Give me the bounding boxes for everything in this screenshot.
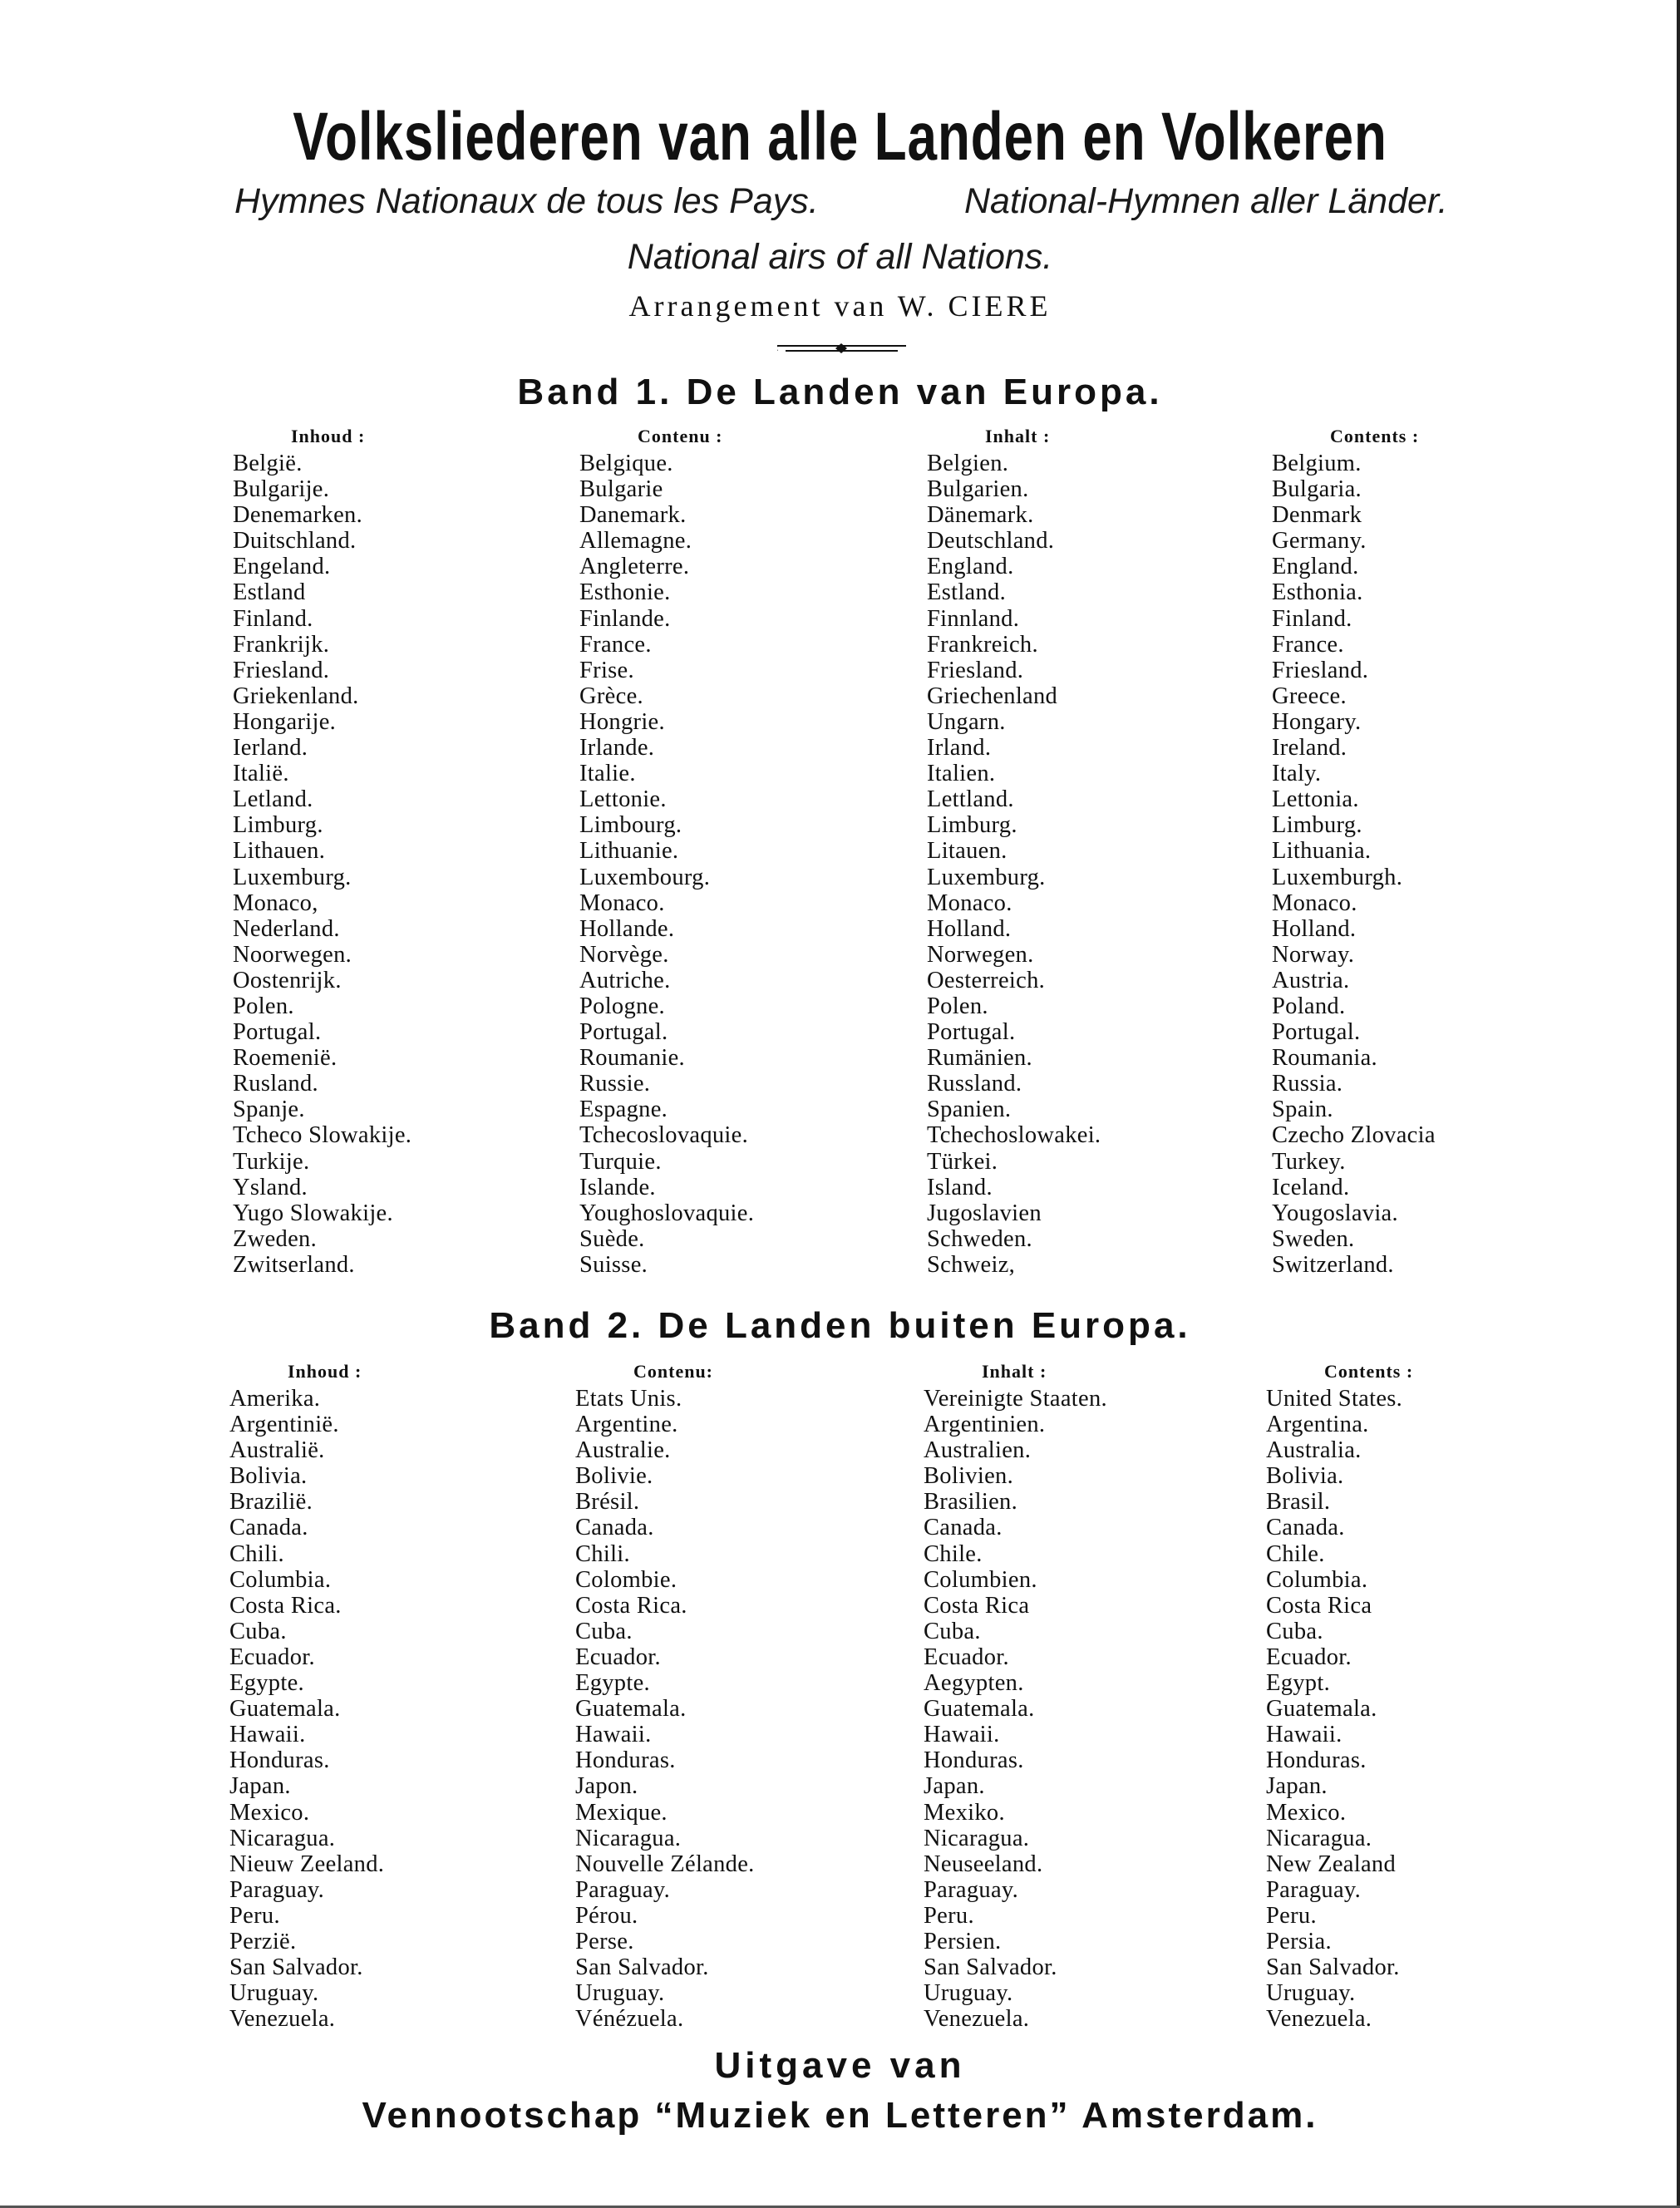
country-name: Honduras. [924, 1747, 1024, 1774]
country-name: Etats Unis. [575, 1386, 682, 1412]
country-name: Costa Rica [924, 1592, 1030, 1619]
country-name: Greece. [1272, 683, 1347, 709]
country-name: Bulgarien. [927, 476, 1029, 503]
country-name: Austria. [1272, 967, 1350, 993]
country-name: Finland. [1272, 605, 1352, 632]
country-name: France. [1272, 631, 1344, 658]
publisher-line-2: Vennootschap “Muziek en Letteren” Amsterdam. [362, 2095, 1318, 2136]
country-name: Paraguay. [1266, 1876, 1362, 1903]
country-name: Frankrijk. [233, 631, 330, 658]
country-name: Hongarije. [233, 708, 337, 735]
publisher-line-1: Uitgave van [714, 2045, 966, 2086]
country-name: Uruguay. [924, 1980, 1013, 2007]
country-name: Vereinigte Staaten. [924, 1386, 1107, 1412]
country-list [927, 451, 1276, 1278]
country-name: Limburg. [927, 812, 1017, 839]
country-name: Ungarn. [927, 708, 1006, 735]
country-name: Holland. [927, 915, 1012, 942]
country-name: Limbourg. [579, 812, 682, 839]
country-name: Chile. [1266, 1540, 1325, 1567]
band1-column-dutch [233, 422, 582, 1278]
country-name: Monaco. [927, 890, 1012, 916]
country-name: Guatemala. [575, 1696, 687, 1723]
country-name: Vénézuela. [575, 2006, 684, 2033]
band1-heading: Band 1. De Landen van Europa. [517, 372, 1163, 412]
column-header: Contenu: [633, 1361, 714, 1382]
country-name: Brazilië. [229, 1489, 313, 1516]
country-name: Roemenië. [233, 1045, 337, 1072]
country-name: Nicaragua. [924, 1825, 1030, 1851]
country-name: Esthonie. [579, 579, 671, 606]
country-name: Chile. [924, 1540, 983, 1567]
country-name: Columbia. [229, 1566, 332, 1593]
country-name: Zweden. [233, 1225, 318, 1252]
country-list [229, 1386, 579, 2032]
country-name: Monaco, [233, 890, 318, 916]
country-name: Egypt. [1266, 1670, 1331, 1697]
country-name: Egypte. [229, 1670, 304, 1697]
country-name: Italie. [579, 761, 636, 787]
country-name: Hawaii. [1266, 1722, 1343, 1748]
country-name: België. [233, 451, 303, 476]
country-name: Ecuador. [575, 1644, 661, 1670]
country-name: Australia. [1266, 1437, 1362, 1464]
country-name: Schweden. [927, 1225, 1032, 1252]
country-name: Bulgarije. [233, 476, 330, 503]
country-name: Luxemburg. [927, 864, 1046, 890]
country-name: Colombie. [575, 1566, 677, 1593]
country-name: Litauen. [927, 838, 1008, 865]
country-name: Bolivie. [575, 1463, 653, 1490]
country-name: San Salvador. [575, 1954, 709, 1981]
country-name: Italien. [927, 761, 996, 787]
country-name: Yugo Slowakije. [233, 1200, 393, 1226]
country-name: Venezuela. [924, 2006, 1030, 2033]
country-name: Mexico. [1266, 1799, 1347, 1826]
country-name: Hawaii. [229, 1722, 306, 1748]
column-header: Contents : [1330, 426, 1420, 446]
country-name: Autriche. [579, 967, 671, 993]
country-name: Argentina. [1266, 1412, 1369, 1438]
country-name: Dänemark. [927, 502, 1034, 529]
country-name: Polen. [927, 993, 988, 1019]
country-list [924, 1386, 1273, 2032]
country-name: Nicaragua. [229, 1825, 336, 1851]
country-name: Canada. [575, 1515, 654, 1541]
country-name: Noorwegen. [233, 941, 352, 968]
country-name: Grèce. [579, 683, 643, 709]
country-name: England. [1272, 554, 1359, 580]
country-name: Bolivia. [229, 1463, 308, 1490]
country-name: Ierland. [233, 735, 308, 761]
country-list [1266, 1386, 1615, 2032]
country-name: Angleterre. [579, 554, 690, 580]
country-name: Limburg. [1272, 812, 1362, 839]
country-name: Brasilien. [924, 1489, 1018, 1516]
country-name: Frankreich. [927, 631, 1038, 658]
country-name: Russia. [1272, 1071, 1343, 1097]
country-name: Holland. [1272, 915, 1357, 942]
country-name: Portugal. [927, 1019, 1016, 1046]
country-name: Roumania. [1272, 1045, 1377, 1072]
country-name: Luxemburgh. [1272, 864, 1403, 890]
country-name: Peru. [924, 1902, 974, 1929]
country-name: Nieuw Zeeland. [229, 1851, 385, 1877]
country-name: Persia. [1266, 1928, 1332, 1954]
country-name: Estland [233, 579, 306, 606]
country-name: Argentine. [575, 1412, 678, 1438]
country-name: Griechenland [927, 683, 1058, 709]
country-name: Belgium. [1272, 451, 1362, 476]
country-name: Paraguay. [924, 1876, 1019, 1903]
column-header: Inhalt : [982, 1361, 1047, 1382]
country-name: Allemagne. [579, 528, 692, 554]
country-name: Ireland. [1272, 735, 1347, 761]
column-header: Inhalt : [985, 426, 1051, 446]
country-name: Lettonia. [1272, 786, 1359, 813]
country-name: Ecuador. [229, 1644, 315, 1670]
country-name: Monaco. [1272, 890, 1357, 916]
country-name: Amerika. [229, 1386, 321, 1412]
country-name: Denmark [1272, 502, 1362, 529]
subtitle-french: Hymnes Nationaux de tous les Pays. [234, 181, 819, 221]
country-name: Norwegen. [927, 941, 1034, 968]
country-name: Paraguay. [575, 1876, 671, 1903]
country-list [233, 451, 582, 1278]
country-name: Russland. [927, 1071, 1022, 1097]
country-name: Luxemburg. [233, 864, 352, 890]
country-name: Guatemala. [229, 1696, 341, 1723]
country-name: Danemark. [579, 502, 687, 529]
country-name: Bolivien. [924, 1463, 1013, 1490]
country-name: Pérou. [575, 1902, 638, 1929]
band2-column-dutch [229, 1358, 579, 2032]
country-name: Rusland. [233, 1071, 318, 1097]
country-name: Spanje. [233, 1097, 305, 1123]
band1-column-german [927, 422, 1276, 1278]
country-name: Deutschland. [927, 528, 1055, 554]
band2-heading: Band 2. De Landen buiten Europa. [489, 1305, 1191, 1346]
band1-column-french [579, 422, 929, 1278]
country-name: Turkey. [1272, 1148, 1346, 1175]
country-name: Guatemala. [1266, 1696, 1377, 1723]
country-name: San Salvador. [229, 1954, 363, 1981]
country-name: Mexique. [575, 1799, 668, 1826]
country-name: Yougoslavia. [1272, 1200, 1398, 1226]
country-name: Duitschland. [233, 528, 357, 554]
country-name: Costa Rica. [575, 1592, 687, 1619]
country-name: Perzië. [229, 1928, 297, 1954]
country-name: Ecuador. [1266, 1644, 1352, 1670]
country-name: San Salvador. [1266, 1954, 1400, 1981]
country-name: Bulgaria. [1272, 476, 1362, 503]
country-name: Perse. [575, 1928, 634, 1954]
country-name: Lettonie. [579, 786, 667, 813]
country-name: Schweiz, [927, 1251, 1016, 1278]
country-name: Egypte. [575, 1670, 650, 1697]
country-name: Honduras. [575, 1747, 676, 1774]
country-name: Japan. [1266, 1773, 1328, 1800]
country-name: Italy. [1272, 761, 1322, 787]
country-name: Tchecoslovaquie. [579, 1122, 749, 1149]
country-name: Japan. [229, 1773, 291, 1800]
country-name: France. [579, 631, 652, 658]
band2-column-english [1266, 1358, 1615, 2032]
column-header: Inhoud : [291, 426, 366, 446]
country-name: Cuba. [924, 1618, 981, 1644]
country-name: Irland. [927, 735, 992, 761]
country-name: Portugal. [579, 1019, 668, 1046]
country-name: Australië. [229, 1437, 325, 1464]
country-name: Honduras. [229, 1747, 330, 1774]
country-name: Czecho Zlovacia [1272, 1122, 1436, 1149]
country-name: Japan. [924, 1773, 985, 1800]
country-name: Uruguay. [229, 1980, 319, 2007]
country-name: Spanien. [927, 1097, 1012, 1123]
country-name: Roumanie. [579, 1045, 685, 1072]
country-name: Turkije. [233, 1148, 310, 1175]
country-name: Cuba. [1266, 1618, 1323, 1644]
country-name: Peru. [1266, 1902, 1317, 1929]
country-name: Pologne. [579, 993, 665, 1019]
country-name: Honduras. [1266, 1747, 1367, 1774]
country-name: Iceland. [1272, 1174, 1350, 1200]
country-name: Luxembourg. [579, 864, 711, 890]
country-name: Guatemala. [924, 1696, 1035, 1723]
country-name: Tcheco Slowakije. [233, 1122, 412, 1149]
country-name: Nederland. [233, 915, 340, 942]
column-header: Contents : [1324, 1361, 1414, 1382]
country-name: Estland. [927, 579, 1007, 606]
country-name: Turquie. [579, 1148, 662, 1175]
country-name: Letland. [233, 786, 313, 813]
country-name: Rumänien. [927, 1045, 1032, 1072]
ornament-divider [777, 341, 906, 356]
country-name: Denemarken. [233, 502, 363, 529]
country-name: Finnland. [927, 605, 1020, 632]
column-header: Inhoud : [288, 1361, 362, 1382]
country-name: Oesterreich. [927, 967, 1046, 993]
country-name: Suède. [579, 1225, 645, 1252]
country-name: Venezuela. [229, 2006, 336, 2033]
country-name: Canada. [1266, 1515, 1345, 1541]
column-header: Contenu : [638, 426, 723, 446]
country-name: Polen. [233, 993, 294, 1019]
country-name: Hawaii. [575, 1722, 652, 1748]
country-name: Limburg. [233, 812, 323, 839]
band2-column-french [575, 1358, 924, 2032]
country-name: Esthonia. [1272, 579, 1363, 606]
country-name: Paraguay. [229, 1876, 325, 1903]
country-name: Finlande. [579, 605, 671, 632]
subtitle-english: National airs of all Nations. [627, 237, 1053, 277]
country-name: Brasil. [1266, 1489, 1331, 1516]
country-name: Nicaragua. [1266, 1825, 1372, 1851]
country-name: Russie. [579, 1071, 651, 1097]
band1-column-english [1272, 422, 1621, 1278]
country-name: Portugal. [1272, 1019, 1361, 1046]
arrangement-credit: Arrangement van W. CIERE [628, 289, 1052, 323]
country-name: Ysland. [233, 1174, 308, 1200]
country-name: Uruguay. [575, 1980, 665, 2007]
country-name: Norway. [1272, 941, 1355, 968]
country-name: Monaco. [579, 890, 665, 916]
country-name: Germany. [1272, 528, 1367, 554]
country-name: Brésil. [575, 1489, 640, 1516]
country-name: Finland. [233, 605, 313, 632]
country-name: New Zealand [1266, 1851, 1397, 1877]
country-name: Nouvelle Zélande. [575, 1851, 755, 1877]
country-name: Lettland. [927, 786, 1014, 813]
country-name: Lithuanie. [579, 838, 679, 865]
country-name: Spain. [1272, 1097, 1333, 1123]
country-name: Bulgarie [579, 476, 663, 503]
country-name: Mexico. [229, 1799, 310, 1826]
country-name: Switzerland. [1272, 1251, 1394, 1278]
country-name: Canada. [229, 1515, 308, 1541]
country-name: Zwitserland. [233, 1251, 355, 1278]
country-name: Canada. [924, 1515, 1003, 1541]
country-name: Türkei. [927, 1148, 998, 1175]
scan-edge-right [1677, 0, 1680, 2208]
country-list [1272, 451, 1621, 1278]
country-name: Suisse. [579, 1251, 648, 1278]
country-name: Irlande. [579, 735, 655, 761]
country-name: Mexiko. [924, 1799, 1005, 1826]
country-name: Italië. [233, 761, 289, 787]
country-list [575, 1386, 924, 2032]
country-name: Lithuania. [1272, 838, 1372, 865]
country-name: Hongary. [1272, 708, 1362, 735]
country-name: Argentinien. [924, 1412, 1046, 1438]
country-name: Poland. [1272, 993, 1346, 1019]
country-name: Tchechoslowakei. [927, 1122, 1101, 1149]
country-name: Belgien. [927, 451, 1009, 476]
country-name: Venezuela. [1266, 2006, 1372, 2033]
country-list [579, 451, 929, 1278]
country-name: Friesland. [1272, 657, 1369, 683]
country-name: Jugoslavien [927, 1200, 1042, 1226]
country-name: Lithauen. [233, 838, 326, 865]
country-name: Uruguay. [1266, 1980, 1356, 2007]
country-name: Costa Rica [1266, 1592, 1372, 1619]
country-name: Cuba. [229, 1618, 287, 1644]
country-name: Aegypten. [924, 1670, 1024, 1697]
country-name: Frise. [579, 657, 634, 683]
country-name: Griekenland. [233, 683, 359, 709]
country-name: Neuseeland. [924, 1851, 1043, 1877]
country-name: Portugal. [233, 1019, 322, 1046]
country-name: Islande. [579, 1174, 656, 1200]
country-name: Argentinië. [229, 1412, 339, 1438]
country-name: Hawaii. [924, 1722, 1000, 1748]
country-name: Hongrie. [579, 708, 665, 735]
country-name: Cuba. [575, 1618, 633, 1644]
country-name: Columbien. [924, 1566, 1037, 1593]
country-name: Engeland. [233, 554, 331, 580]
country-name: Friesland. [927, 657, 1024, 683]
country-name: Peru. [229, 1902, 280, 1929]
country-name: Australie. [575, 1437, 671, 1464]
country-name: Japon. [575, 1773, 638, 1800]
country-name: Island. [927, 1174, 993, 1200]
country-name: Espagne. [579, 1097, 668, 1123]
country-name: Nicaragua. [575, 1825, 682, 1851]
country-name: Belgique. [579, 451, 673, 476]
country-name: Oostenrijk. [233, 967, 342, 993]
country-name: Youghoslovaquie. [579, 1200, 755, 1226]
country-name: United States. [1266, 1386, 1403, 1412]
country-name: Australien. [924, 1437, 1032, 1464]
country-name: Ecuador. [924, 1644, 1009, 1670]
country-name: Costa Rica. [229, 1592, 342, 1619]
country-name: Persien. [924, 1928, 1002, 1954]
country-name: Bolivia. [1266, 1463, 1344, 1490]
country-name: Hollande. [579, 915, 675, 942]
country-name: Columbia. [1266, 1566, 1368, 1593]
subtitle-german: National-Hymnen aller Länder. [964, 181, 1448, 221]
country-name: England. [927, 554, 1014, 580]
country-name: Chili. [229, 1540, 284, 1567]
country-name: Sweden. [1272, 1225, 1355, 1252]
page-title: Volksliederen van alle Landen en Volkeren [293, 99, 1387, 175]
country-name: Norvège. [579, 941, 669, 968]
band2-column-german [924, 1358, 1273, 2032]
country-name: Friesland. [233, 657, 330, 683]
country-name: Chili. [575, 1540, 630, 1567]
country-name: San Salvador. [924, 1954, 1057, 1981]
